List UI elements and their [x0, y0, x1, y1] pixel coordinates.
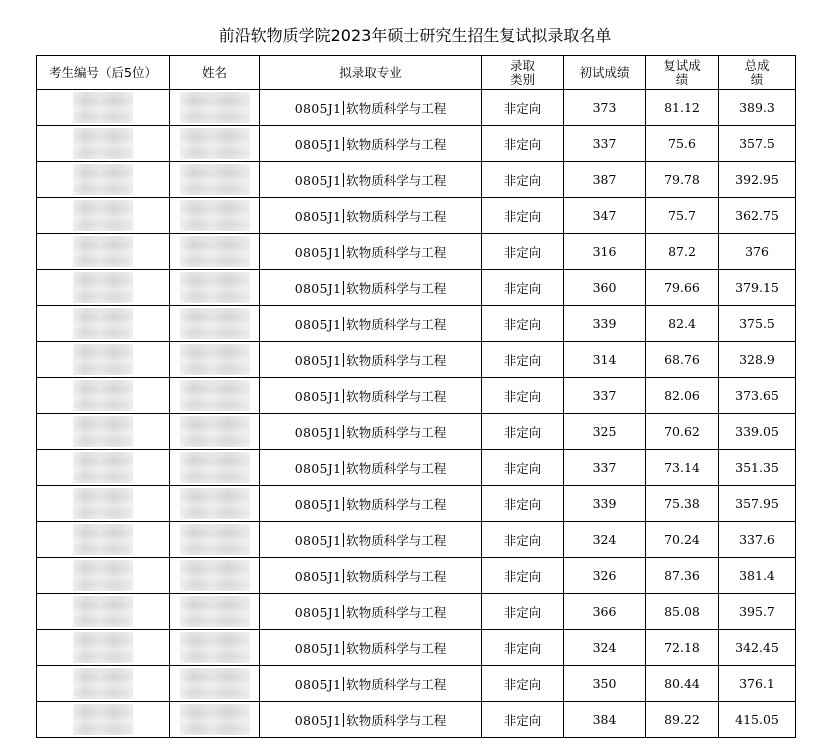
redacted-name: [180, 452, 250, 483]
cell-major: [260, 126, 482, 162]
redacted-exam-id: [73, 668, 133, 699]
cell-prelim-score: 337: [564, 450, 646, 486]
cell-name: [170, 378, 260, 414]
cell-total-score: 362.75: [719, 198, 796, 234]
major-code: 0805J1: [294, 712, 342, 728]
cell-retest-score: 68.76: [646, 342, 719, 378]
admission-table: [36, 55, 796, 738]
major-code: 0805J1: [294, 640, 342, 656]
cell-prelim-score: 339: [564, 486, 646, 522]
table-row: [37, 90, 796, 126]
table-row: [37, 450, 796, 486]
major-code: 0805J1: [294, 460, 342, 476]
header-row: [37, 56, 796, 90]
cell-prelim-score: 337: [564, 378, 646, 414]
cell-total-score: 357.95: [719, 486, 796, 522]
major-name: 软物质科学与工程: [346, 640, 447, 656]
cell-total-score: 392.95: [719, 162, 796, 198]
redacted-name: [180, 632, 250, 663]
major-code: 0805J1: [294, 316, 342, 332]
cell-total-score: 395.7: [719, 594, 796, 630]
cell-retest-score: 87.36: [646, 558, 719, 594]
major-name: 软物质科学与工程: [346, 172, 447, 188]
table-row: [37, 198, 796, 234]
cell-retest-score: 87.2: [646, 234, 719, 270]
cell-category: 非定向: [482, 486, 564, 522]
cell-major: [260, 702, 482, 738]
cell-prelim-score: 373: [564, 90, 646, 126]
major-code: 0805J1: [294, 208, 342, 224]
major-code: 0805J1: [294, 100, 342, 116]
cell-major: [260, 558, 482, 594]
major-separator: [343, 641, 344, 655]
redacted-name: [180, 704, 250, 735]
cell-retest-score: 70.24: [646, 522, 719, 558]
cell-category: 非定向: [482, 90, 564, 126]
cell-exam-id: [37, 342, 170, 378]
table-row: [37, 558, 796, 594]
cell-exam-id: [37, 558, 170, 594]
cell-exam-id: [37, 414, 170, 450]
redacted-exam-id: [73, 200, 133, 231]
cell-name: [170, 486, 260, 522]
cell-prelim-score: 326: [564, 558, 646, 594]
cell-category: 非定向: [482, 378, 564, 414]
table-row: [37, 234, 796, 270]
cell-category: 非定向: [482, 414, 564, 450]
cell-name: [170, 234, 260, 270]
major-code: 0805J1: [294, 532, 342, 548]
major-separator: [343, 605, 344, 619]
cell-exam-id: [37, 306, 170, 342]
table-row: [37, 594, 796, 630]
cell-total-score: 342.45: [719, 630, 796, 666]
cell-category: 非定向: [482, 234, 564, 270]
cell-retest-score: 82.06: [646, 378, 719, 414]
major-name: 软物质科学与工程: [346, 388, 447, 404]
cell-exam-id: [37, 270, 170, 306]
cell-major: [260, 162, 482, 198]
major-separator: [343, 569, 344, 583]
major-separator: [343, 677, 344, 691]
redacted-name: [180, 416, 250, 447]
table-body: [37, 90, 796, 738]
page-title: 前沿软物质学院2023年硕士研究生招生复试拟录取名单: [218, 26, 612, 45]
cell-category: 非定向: [482, 342, 564, 378]
major-code: 0805J1: [294, 172, 342, 188]
cell-name: [170, 162, 260, 198]
redacted-exam-id: [73, 128, 133, 159]
major-name: 软物质科学与工程: [346, 532, 447, 548]
cell-prelim-score: 366: [564, 594, 646, 630]
major-name: 软物质科学与工程: [346, 136, 447, 152]
redacted-exam-id: [73, 452, 133, 483]
redacted-exam-id: [73, 596, 133, 627]
redacted-name: [180, 560, 250, 591]
cell-total-score: 376.1: [719, 666, 796, 702]
table-row: [37, 126, 796, 162]
cell-retest-score: 75.38: [646, 486, 719, 522]
header-exam-id: 考生编号（后5位）: [37, 56, 170, 90]
cell-name: [170, 126, 260, 162]
major-separator: [343, 461, 344, 475]
major-separator: [343, 281, 344, 295]
table-row: [37, 378, 796, 414]
major-code: 0805J1: [294, 136, 342, 152]
cell-exam-id: [37, 198, 170, 234]
major-separator: [343, 137, 344, 151]
redacted-exam-id: [73, 524, 133, 555]
major-code: 0805J1: [294, 496, 342, 512]
redacted-name: [180, 344, 250, 375]
cell-category: 非定向: [482, 594, 564, 630]
cell-exam-id: [37, 666, 170, 702]
cell-exam-id: [37, 450, 170, 486]
major-separator: [343, 101, 344, 115]
header-name: 姓名: [170, 56, 260, 90]
redacted-exam-id: [73, 92, 133, 123]
cell-category: 非定向: [482, 306, 564, 342]
cell-name: [170, 198, 260, 234]
cell-name: [170, 450, 260, 486]
cell-exam-id: [37, 522, 170, 558]
redacted-name: [180, 236, 250, 267]
redacted-name: [180, 92, 250, 123]
cell-total-score: 373.65: [719, 378, 796, 414]
cell-major: [260, 306, 482, 342]
cell-category: 非定向: [482, 702, 564, 738]
cell-name: [170, 630, 260, 666]
cell-retest-score: 80.44: [646, 666, 719, 702]
cell-name: [170, 702, 260, 738]
major-code: 0805J1: [294, 424, 342, 440]
table-row: [37, 306, 796, 342]
major-name: 软物质科学与工程: [346, 568, 447, 584]
cell-exam-id: [37, 234, 170, 270]
cell-prelim-score: 339: [564, 306, 646, 342]
cell-total-score: 351.35: [719, 450, 796, 486]
cell-major: [260, 522, 482, 558]
cell-name: [170, 270, 260, 306]
redacted-exam-id: [73, 632, 133, 663]
cell-exam-id: [37, 594, 170, 630]
redacted-name: [180, 668, 250, 699]
table-row: [37, 342, 796, 378]
major-separator: [343, 209, 344, 223]
redacted-exam-id: [73, 380, 133, 411]
cell-category: 非定向: [482, 666, 564, 702]
cell-exam-id: [37, 702, 170, 738]
redacted-name: [180, 200, 250, 231]
redacted-exam-id: [73, 308, 133, 339]
cell-prelim-score: 325: [564, 414, 646, 450]
table-row: [37, 702, 796, 738]
table-row: [37, 522, 796, 558]
cell-prelim-score: 384: [564, 702, 646, 738]
major-code: 0805J1: [294, 244, 342, 260]
cell-exam-id: [37, 162, 170, 198]
cell-total-score: 376: [719, 234, 796, 270]
table-row: [37, 414, 796, 450]
cell-prelim-score: 350: [564, 666, 646, 702]
redacted-name: [180, 128, 250, 159]
major-name: 软物质科学与工程: [346, 100, 447, 116]
cell-retest-score: 79.66: [646, 270, 719, 306]
redacted-name: [180, 524, 250, 555]
header-category: 录取类别: [482, 56, 564, 90]
cell-prelim-score: 316: [564, 234, 646, 270]
cell-retest-score: 75.6: [646, 126, 719, 162]
cell-retest-score: 70.62: [646, 414, 719, 450]
major-separator: [343, 497, 344, 511]
major-name: 软物质科学与工程: [346, 424, 447, 440]
redacted-exam-id: [73, 344, 133, 375]
redacted-name: [180, 596, 250, 627]
cell-retest-score: 89.22: [646, 702, 719, 738]
major-separator: [343, 533, 344, 547]
major-name: 软物质科学与工程: [346, 208, 447, 224]
header-retest-score: 复试成绩: [646, 56, 719, 90]
cell-exam-id: [37, 378, 170, 414]
cell-name: [170, 306, 260, 342]
cell-major: [260, 90, 482, 126]
major-code: 0805J1: [294, 676, 342, 692]
cell-name: [170, 594, 260, 630]
cell-total-score: 415.05: [719, 702, 796, 738]
redacted-exam-id: [73, 272, 133, 303]
major-name: 软物质科学与工程: [346, 316, 447, 332]
cell-retest-score: 79.78: [646, 162, 719, 198]
cell-retest-score: 81.12: [646, 90, 719, 126]
redacted-exam-id: [73, 236, 133, 267]
cell-total-score: 357.5: [719, 126, 796, 162]
cell-total-score: 337.6: [719, 522, 796, 558]
cell-retest-score: 72.18: [646, 630, 719, 666]
cell-total-score: 389.3: [719, 90, 796, 126]
table-row: [37, 486, 796, 522]
redacted-exam-id: [73, 488, 133, 519]
major-code: 0805J1: [294, 568, 342, 584]
redacted-exam-id: [73, 560, 133, 591]
cell-major: [260, 198, 482, 234]
cell-major: [260, 414, 482, 450]
redacted-exam-id: [73, 704, 133, 735]
table-row: [37, 630, 796, 666]
major-separator: [343, 389, 344, 403]
cell-total-score: 375.5: [719, 306, 796, 342]
cell-retest-score: 82.4: [646, 306, 719, 342]
cell-major: [260, 666, 482, 702]
cell-name: [170, 522, 260, 558]
table-row: [37, 270, 796, 306]
major-name: 软物质科学与工程: [346, 460, 447, 476]
major-code: 0805J1: [294, 604, 342, 620]
major-separator: [343, 317, 344, 331]
major-name: 软物质科学与工程: [346, 496, 447, 512]
major-code: 0805J1: [294, 352, 342, 368]
major-name: 软物质科学与工程: [346, 712, 447, 728]
redacted-exam-id: [73, 164, 133, 195]
header-prelim-score: 初试成绩: [564, 56, 646, 90]
cell-major: [260, 450, 482, 486]
major-code: 0805J1: [294, 280, 342, 296]
cell-name: [170, 90, 260, 126]
cell-major: [260, 486, 482, 522]
cell-major: [260, 270, 482, 306]
major-separator: [343, 173, 344, 187]
cell-major: [260, 594, 482, 630]
cell-prelim-score: 360: [564, 270, 646, 306]
cell-category: 非定向: [482, 558, 564, 594]
cell-exam-id: [37, 630, 170, 666]
cell-retest-score: 75.7: [646, 198, 719, 234]
major-separator: [343, 245, 344, 259]
major-name: 软物质科学与工程: [346, 604, 447, 620]
cell-total-score: 328.9: [719, 342, 796, 378]
major-separator: [343, 713, 344, 727]
cell-exam-id: [37, 90, 170, 126]
redacted-name: [180, 380, 250, 411]
cell-prelim-score: 347: [564, 198, 646, 234]
cell-prelim-score: 324: [564, 522, 646, 558]
redacted-exam-id: [73, 416, 133, 447]
major-name: 软物质科学与工程: [346, 352, 447, 368]
redacted-name: [180, 488, 250, 519]
cell-category: 非定向: [482, 162, 564, 198]
cell-major: [260, 234, 482, 270]
cell-total-score: 379.15: [719, 270, 796, 306]
major-code: 0805J1: [294, 388, 342, 404]
cell-total-score: 339.05: [719, 414, 796, 450]
cell-exam-id: [37, 126, 170, 162]
cell-name: [170, 666, 260, 702]
major-separator: [343, 425, 344, 439]
major-separator: [343, 353, 344, 367]
cell-major: [260, 378, 482, 414]
major-name: 软物质科学与工程: [346, 244, 447, 260]
cell-category: 非定向: [482, 450, 564, 486]
cell-category: 非定向: [482, 270, 564, 306]
header-major: 拟录取专业: [260, 56, 482, 90]
cell-category: 非定向: [482, 522, 564, 558]
table-row: [37, 162, 796, 198]
redacted-name: [180, 272, 250, 303]
cell-category: 非定向: [482, 630, 564, 666]
cell-total-score: 381.4: [719, 558, 796, 594]
cell-major: [260, 342, 482, 378]
header-total-score: 总成绩: [719, 56, 796, 90]
cell-name: [170, 414, 260, 450]
cell-category: 非定向: [482, 198, 564, 234]
redacted-name: [180, 308, 250, 339]
cell-retest-score: 73.14: [646, 450, 719, 486]
cell-category: 非定向: [482, 126, 564, 162]
cell-prelim-score: 387: [564, 162, 646, 198]
cell-prelim-score: 324: [564, 630, 646, 666]
cell-prelim-score: 314: [564, 342, 646, 378]
major-name: 软物质科学与工程: [346, 280, 447, 296]
table-row: [37, 666, 796, 702]
cell-name: [170, 558, 260, 594]
cell-exam-id: [37, 486, 170, 522]
cell-name: [170, 342, 260, 378]
cell-prelim-score: 337: [564, 126, 646, 162]
cell-major: [260, 630, 482, 666]
major-name: 软物质科学与工程: [346, 676, 447, 692]
redacted-name: [180, 164, 250, 195]
cell-retest-score: 85.08: [646, 594, 719, 630]
